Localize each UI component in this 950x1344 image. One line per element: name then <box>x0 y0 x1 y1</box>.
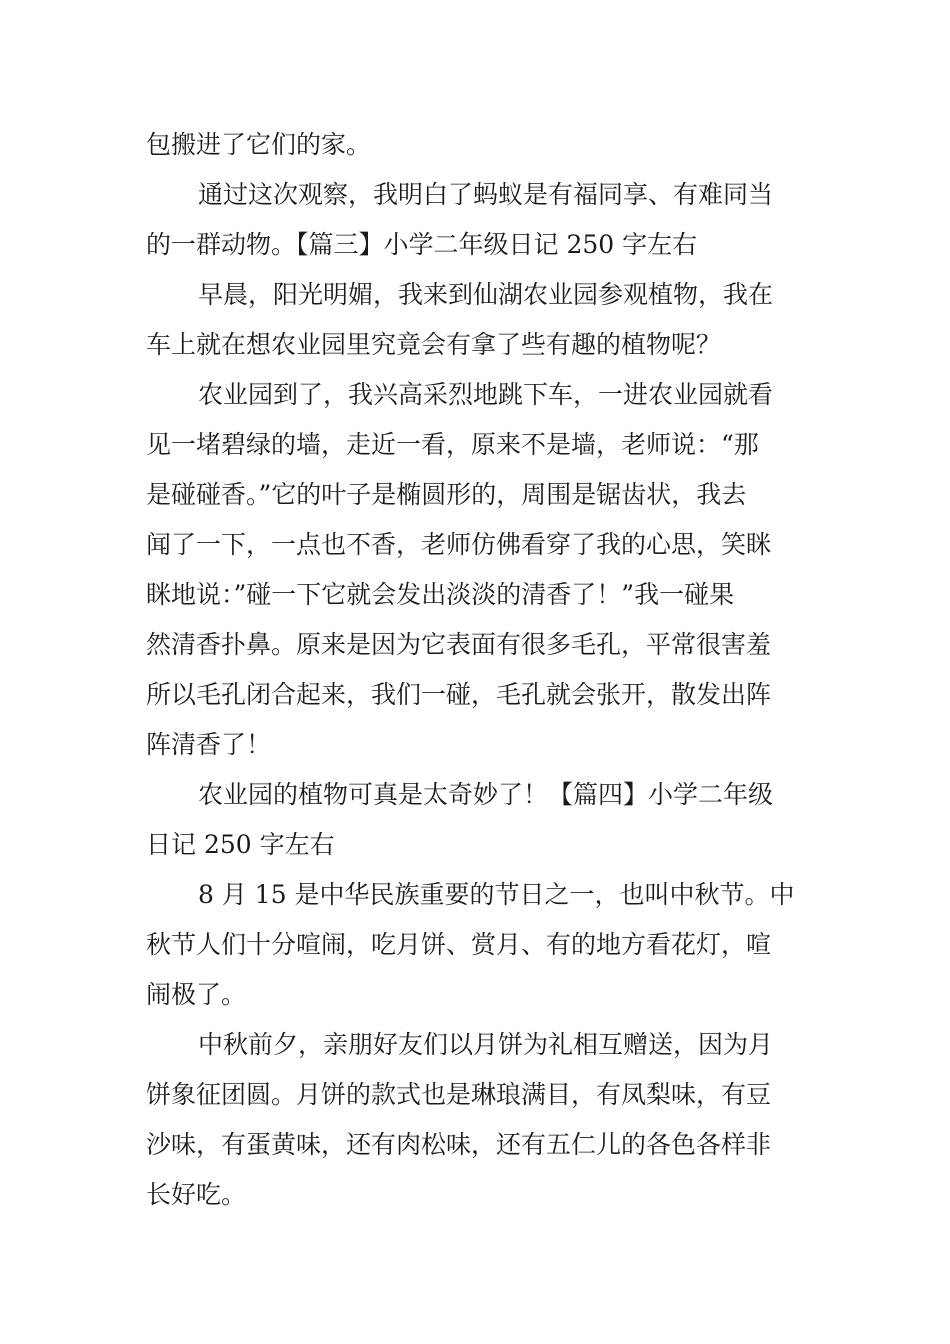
text-line: 饼象征团圆。月饼的款式也是琳琅满目，有凤梨味，有豆 <box>146 1080 772 1109</box>
text-line: 是碰碰香。”它的叶子是椭圆形的，周围是锯齿状，我去 <box>146 480 747 509</box>
text-line: 通过这次观察，我明白了蚂蚁是有福同享、有难同当 <box>198 180 774 209</box>
text-line: 中秋前夕，亲朋好友们以月饼为礼相互赠送，因为月 <box>198 1030 774 1059</box>
text-line: 早晨，阳光明媚，我来到仙湖农业园参观植物，我在 <box>198 280 774 309</box>
text-line: 眯地说：”碰一下它就会发出淡淡的清香了！”我一碰果 <box>146 580 735 609</box>
text-line: 阵清香了！ <box>146 730 272 759</box>
text-line: 8 月 15 是中华民族重要的节日之一，也叫中秋节。中 <box>198 880 795 909</box>
text-line: 秋节人们十分喧闹，吃月饼、赏月、有的地方看花灯，喧 <box>146 930 772 959</box>
text-line: 农业园的植物可真是太奇妙了！【篇四】小学二年级 <box>198 780 774 809</box>
text-line: 然清香扑鼻。原来是因为它表面有很多毛孔，平常很害羞 <box>146 630 772 659</box>
text-line: 闻了一下，一点也不香，老师仿佛看穿了我的心思，笑眯 <box>146 530 772 559</box>
text-line: 包搬进了它们的家。 <box>146 130 372 159</box>
text-line: 闹极了。 <box>146 980 247 1009</box>
text-line: 所以毛孔闭合起来，我们一碰，毛孔就会张开，散发出阵 <box>146 680 772 709</box>
text-line: 见一堵碧绿的墙，走近一看，原来不是墙，老师说：“那 <box>146 430 759 459</box>
text-line: 农业园到了，我兴高采烈地跳下车，一进农业园就看 <box>198 380 774 409</box>
text-line: 日记 250 字左右 <box>146 830 335 859</box>
text-line: 车上就在想农业园里究竟会有拿了些有趣的植物呢？ <box>146 330 722 359</box>
text-line: 长好吃。 <box>146 1180 247 1209</box>
document-body <box>146 120 806 1220</box>
text-line: 沙味，有蛋黄味，还有肉松味，还有五仁儿的各色各样非 <box>146 1130 772 1159</box>
text-line: 的一群动物。【篇三】小学二年级日记 250 字左右 <box>146 230 698 259</box>
